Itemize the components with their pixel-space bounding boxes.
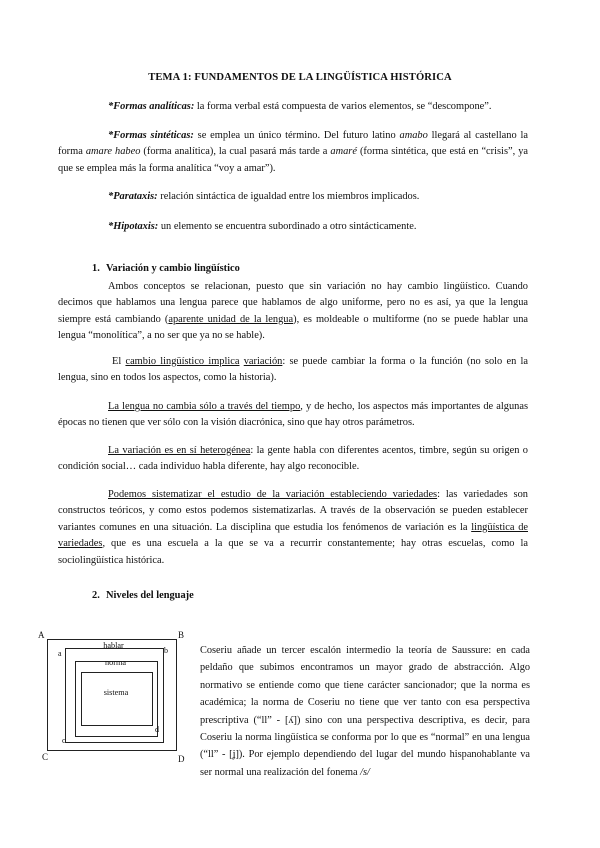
text: Coseriu añade un tercer escalón intermedio la teoría de Saussure: en cada peldaño que subimos encontramos un mayor grado de abstracción. Algo normativo se entiende como que tiene carácter sancionador; que la norma es académica; la norma de Coseriu no tiene que ver tanto con esa perspectiva prescriptiva (“ll” - [ʎ]) sino con una perspectiva descriptiva, es decir, para Coseriu la norma lingüística se conforma por lo que es “normal” en una lengua (“ll” - [ʝ]). Por ejemplo dependiendo del lugar del mundo hispanohablante va ser normal una realización del fonema bbox=[200, 645, 530, 778]
hablar-label: hablar bbox=[103, 641, 124, 650]
corner-label-D: D bbox=[178, 754, 185, 764]
paragraph bbox=[58, 443, 528, 476]
example-word: amaré bbox=[330, 146, 357, 158]
underlined-text: aparente unidad de la lengua bbox=[168, 313, 294, 325]
corner-label-b: b bbox=[164, 646, 168, 655]
corner-label-c: c bbox=[62, 736, 66, 745]
sistema-label: sistema bbox=[103, 688, 129, 697]
definition-formas-analiticas bbox=[58, 99, 528, 115]
text: El bbox=[112, 356, 126, 367]
underlined-text: La lengua no cambia sólo a través del tiempo bbox=[108, 401, 301, 412]
latin-word: amabo bbox=[399, 130, 428, 141]
paragraph bbox=[58, 487, 528, 569]
paragraph bbox=[58, 399, 528, 432]
definition-text: la forma verbal está compuesta de varios elementos, se “descompone”. bbox=[194, 101, 492, 112]
term: *Hipotaxis: bbox=[108, 221, 159, 232]
text: , que es una escuela a la que se va a recurrir constantemente; hay otras escuelas, como la sociolingüística histórica. bbox=[58, 538, 528, 566]
corner-label-d: d bbox=[155, 725, 159, 734]
underlined-text: La variación es en sí heterogénea bbox=[108, 445, 251, 456]
phoneme: /s/ bbox=[360, 766, 370, 778]
text: : se puede cambiar la forma o la función (no solo en la lengua, sino en todos los aspectos, como la historia). bbox=[58, 356, 528, 384]
section-heading-2 bbox=[92, 590, 194, 601]
section-title: Variación y cambio lingüístico bbox=[106, 263, 240, 274]
paragraph bbox=[58, 354, 528, 387]
definition-parataxis bbox=[58, 189, 528, 205]
corner-label-A: A bbox=[38, 630, 45, 640]
term: *Formas analíticas: bbox=[108, 101, 195, 112]
norma-label: norma bbox=[105, 658, 126, 667]
section-title: Niveles del lenguaje bbox=[106, 590, 194, 601]
page-title: TEMA 1: FUNDAMENTOS DE LA LINGÜÍSTICA HISTÓRICA bbox=[148, 72, 452, 83]
sistema-box bbox=[81, 672, 153, 726]
definition-hipotaxis bbox=[58, 219, 528, 235]
definition-text: relación sintáctica de igualdad entre los miembros implicados. bbox=[157, 191, 420, 202]
term: *Parataxis: bbox=[108, 191, 158, 202]
definition-text: se emplea un único término. Del futuro latino bbox=[193, 130, 400, 141]
definition-text: llegará al castellano la forma bbox=[58, 130, 528, 158]
text: : las variedades son constructos teóricos, y como estos podemos sistematizarlas. A través de la observación se pueden establecer variantes comunes en una situación. La disciplina que estudia los fenómenos de variación es la bbox=[58, 489, 528, 533]
definition-text: (forma analítica), la cual pasará más tarde a bbox=[140, 146, 331, 158]
underlined-text: Podemos sistematizar el estudio de la variación estableciendo variedades bbox=[108, 489, 438, 500]
text: Ambos conceptos se relacionan, puesto que sin variación no hay cambio lingüístico. Cuando decimos que hablamos una lengua parece que hablamos de algo uniforme, pero no es así, ya que la lengua siempre está cambiando ( bbox=[58, 281, 528, 325]
definition-text: (forma sintética, que está en “crisis”, ya que se emplea más la forma analítica “voy a amar”). bbox=[58, 146, 529, 174]
underlined-text: lingüística de variedades bbox=[58, 521, 528, 550]
text: : la gente habla con diferentes acentos, timbre, según su origen o condición social… cada individuo habla diferente, hay algo reconocible. bbox=[58, 445, 529, 473]
section-heading-1 bbox=[92, 263, 240, 274]
corner-label-a: a bbox=[58, 649, 62, 658]
term: *Formas sintéticas: bbox=[108, 130, 194, 141]
text: ), es moldeable o multiforme (no se puede hablar una lengua “monolítica”, a no ser que ya no se hable). bbox=[58, 313, 529, 342]
corner-label-B: B bbox=[178, 630, 185, 640]
definition-formas-sinteticas bbox=[58, 128, 528, 177]
corner-label-C: C bbox=[42, 752, 49, 762]
levels-diagram bbox=[30, 628, 190, 763]
section-number: 1. bbox=[92, 263, 100, 274]
underlined-text: variación bbox=[243, 356, 283, 367]
coseriu-paragraph bbox=[200, 642, 530, 781]
underlined-text: cambio lingüístico implica bbox=[125, 356, 240, 367]
definition-text: un elemento se encuentra subordinado a otro sintácticamente. bbox=[158, 221, 417, 232]
section-number: 2. bbox=[92, 590, 100, 601]
paragraph bbox=[58, 279, 528, 345]
example-word: amare habeo bbox=[85, 146, 141, 158]
text: , y de hecho, los aspectos más importantes de algunas épocas no tienen que ver sólo con la visión diacrónica, sino que hay otros parámetros. bbox=[58, 401, 529, 429]
